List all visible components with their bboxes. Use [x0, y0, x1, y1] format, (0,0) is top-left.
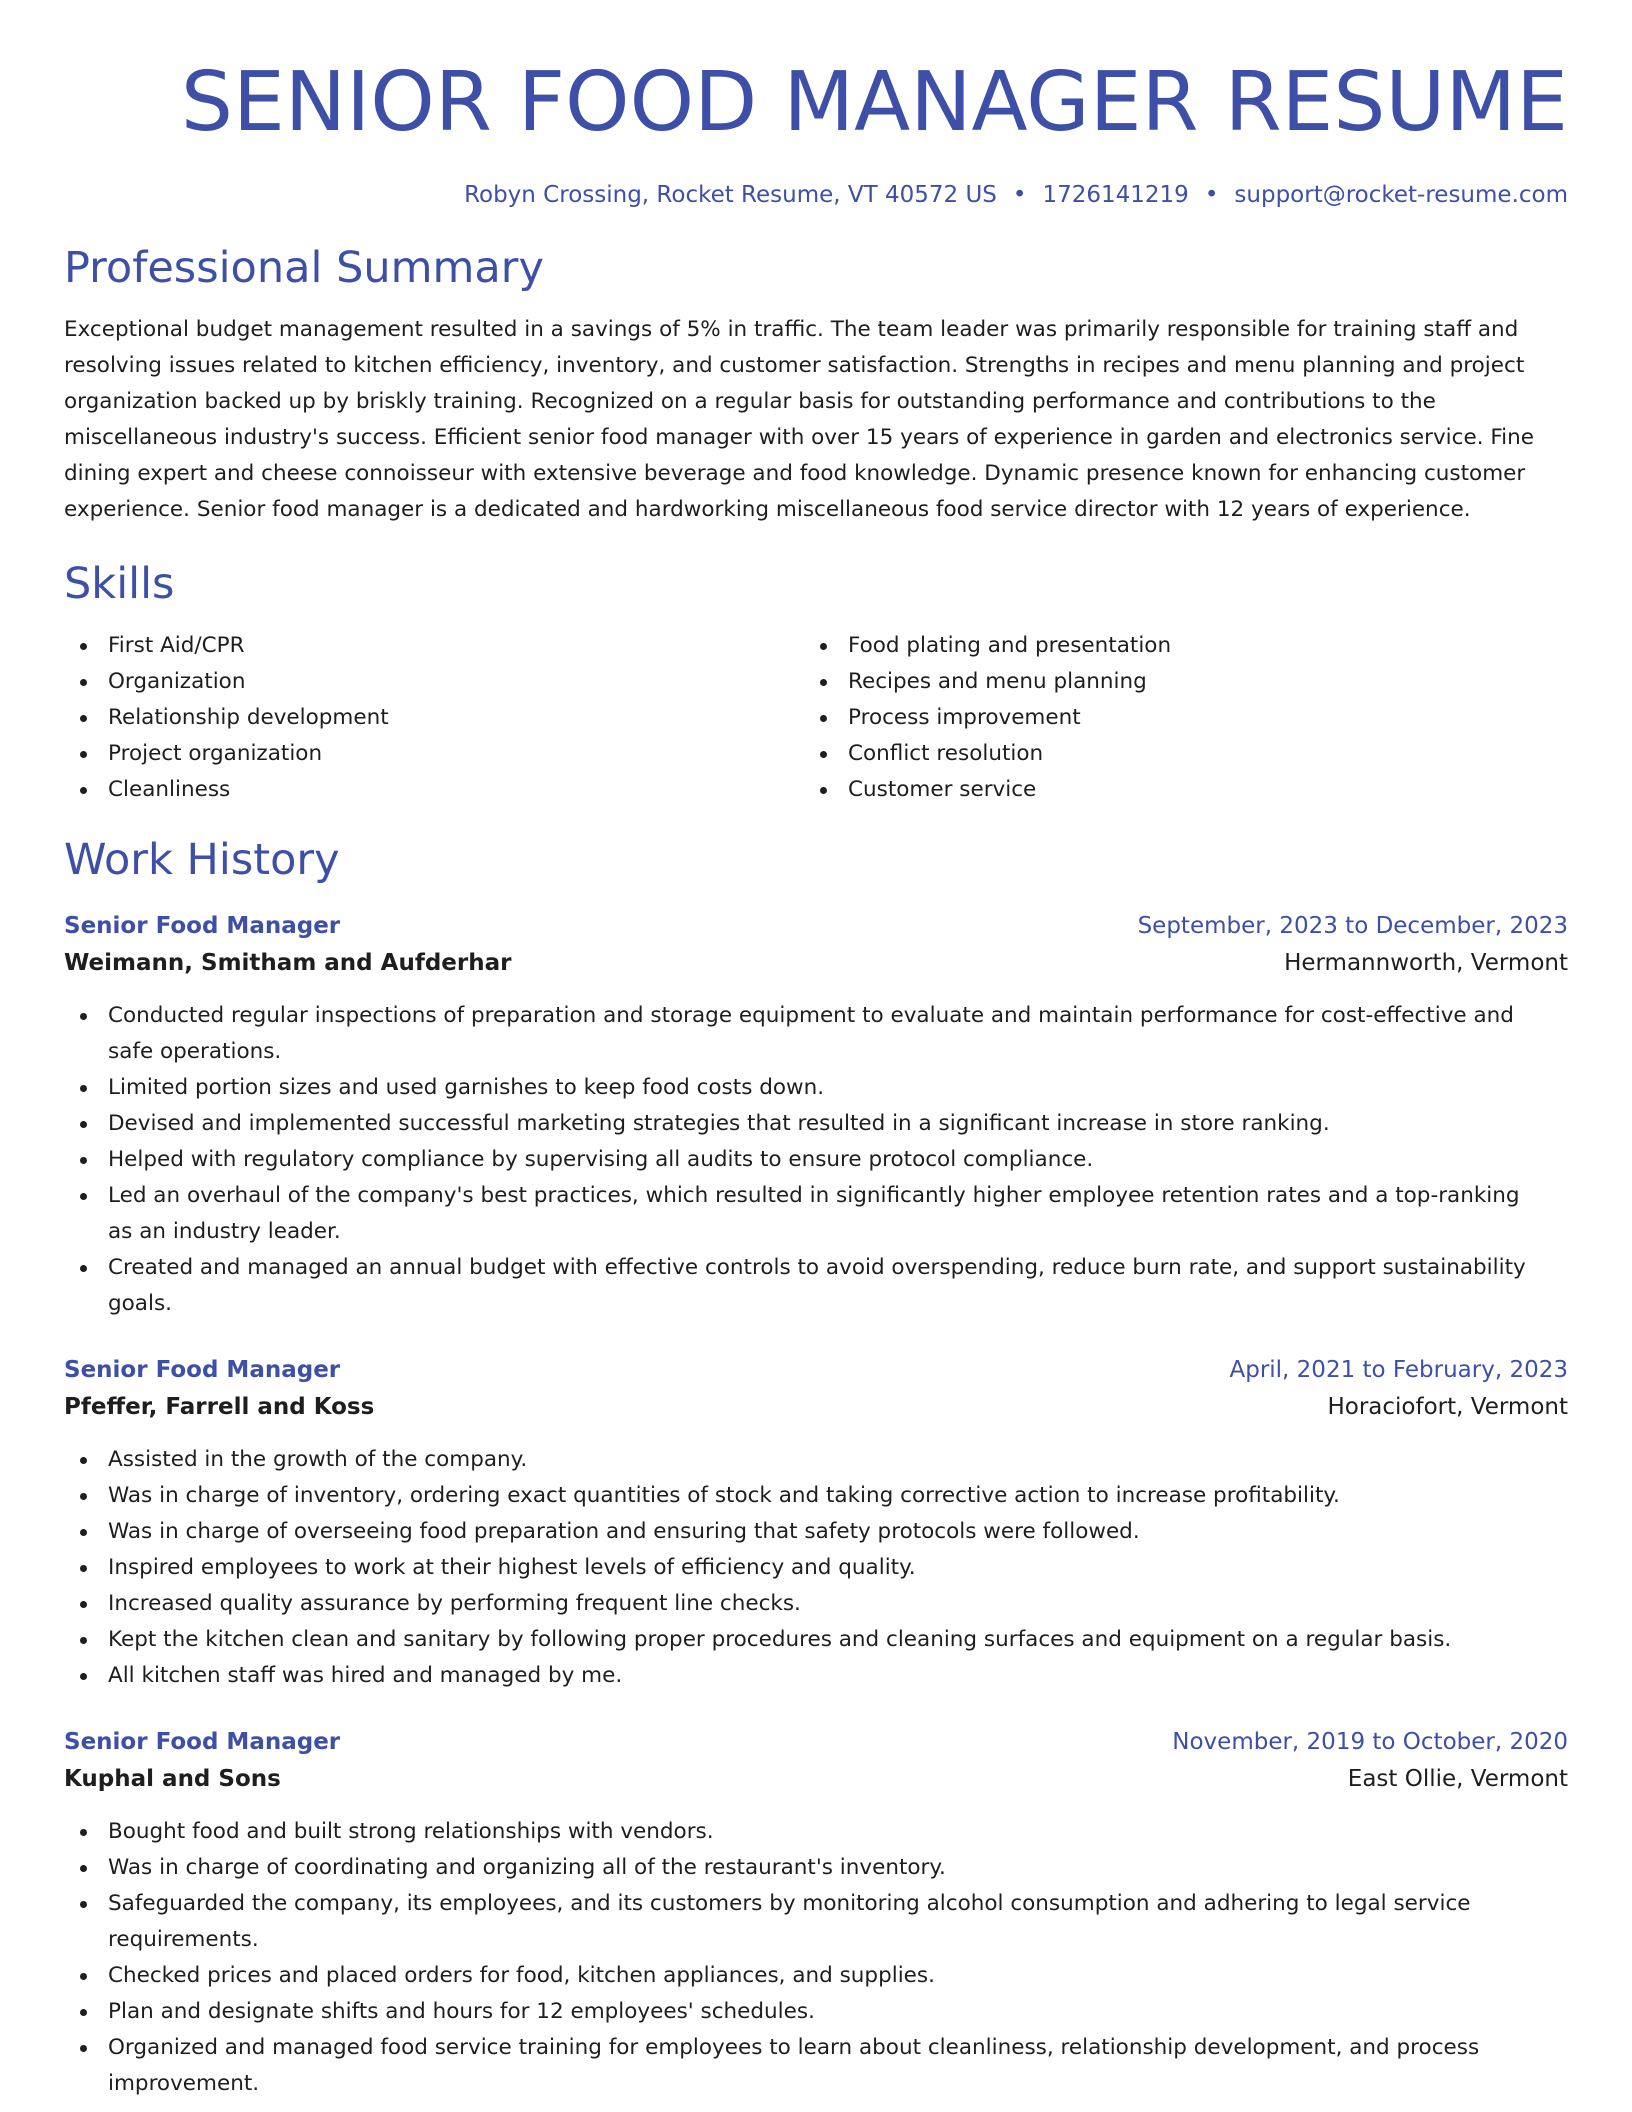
job-dates: November, 2019 to October, 2020 — [1172, 1729, 1568, 1755]
job-bullet: Kept the kitchen clean and sanitary by following proper procedures and cleaning surfaces and equipment on a regular basis. — [64, 1622, 1568, 1658]
job-bullet: All kitchen staff was hired and managed by me. — [64, 1658, 1568, 1694]
work-history-heading: Work History — [64, 835, 340, 885]
job-bullet: Was in charge of overseeing food preparation and ensuring that safety protocols were followed. — [64, 1514, 1568, 1550]
job-bullet: Assisted in the growth of the company. — [64, 1442, 1568, 1478]
job-location: Hermannworth, Vermont — [1284, 950, 1568, 976]
skills-heading: Skills — [64, 559, 175, 609]
job-bullet: Was in charge of coordinating and organizing all of the restaurant's inventory. — [64, 1850, 1568, 1886]
skill-item: Customer service — [804, 772, 1544, 808]
contact-phone: 1726141219 — [1042, 182, 1189, 208]
job-company-row — [64, 1760, 1568, 1798]
job-location: Horaciofort, Vermont — [1327, 1394, 1568, 1420]
job-entry — [64, 1724, 1568, 2102]
job-bullet: Increased quality assurance by performing frequent line checks. — [64, 1586, 1568, 1622]
job-title: Senior Food Manager — [64, 913, 341, 939]
job-header-row — [64, 1724, 1568, 1760]
job-dates: April, 2021 to February, 2023 — [1229, 1357, 1568, 1383]
summary-text: Exceptional budget management resulted in a savings of 5% in traffic. The team leader was primarily responsible for training staff and resolving issues related to kitchen efficiency, inventory, and customer satisfaction. Strengths in recipes and menu planning and project organization backed up by briskly training. Recognized on a regular basis for outstanding performance and contributions to the miscellaneous industry's success. Efficient senior food manager with over 15 years of experience in garden and electronics service. Fine dining expert and cheese connoisseur with extensive beverage and food knowledge. Dynamic presence known for enhancing customer experience. Senior food manager is a dedicated and hardworking miscellaneous food service director with 12 years of experience. — [64, 317, 1534, 522]
job-bullet: Led an overhaul of the company's best practices, which resulted in significantly higher employee retention rates and a top-ranking as an industry leader. — [64, 1178, 1568, 1250]
skill-item: Conflict resolution — [804, 736, 1544, 772]
job-entry — [64, 908, 1568, 1322]
job-bullet: Was in charge of inventory, ordering exact quantities of stock and taking corrective action to increase profitability. — [64, 1478, 1568, 1514]
contact-line — [64, 180, 1568, 210]
job-bullet: Devised and implemented successful marketing strategies that resulted in a significant increase in store ranking. — [64, 1106, 1568, 1142]
skill-item: Recipes and menu planning — [804, 664, 1544, 700]
job-location: East Ollie, Vermont — [1347, 1766, 1568, 1792]
contact-separator: • — [1204, 182, 1219, 208]
job-company-row — [64, 1388, 1568, 1426]
job-dates: September, 2023 to December, 2023 — [1137, 913, 1568, 939]
skills-list — [64, 628, 1568, 808]
job-bullet: Plan and designate shifts and hours for 12 employees' schedules. — [64, 1994, 1568, 2030]
job-bullets — [64, 998, 1568, 1322]
job-bullet: Conducted regular inspections of preparation and storage equipment to evaluate and maintain performance for cost-effective and safe operations. — [64, 998, 1568, 1070]
job-bullet: Safeguarded the company, its employees, and its customers by monitoring alcohol consumption and adhering to legal service requirements. — [64, 1886, 1568, 1958]
skill-item: First Aid/CPR — [64, 628, 804, 664]
summary-heading: Professional Summary — [64, 243, 544, 293]
job-bullet: Checked prices and placed orders for food, kitchen appliances, and supplies. — [64, 1958, 1568, 1994]
job-bullets — [64, 1814, 1568, 2102]
skills-column-right — [804, 628, 1544, 808]
skill-item: Organization — [64, 664, 804, 700]
skill-item: Project organization — [64, 736, 804, 772]
job-company-row — [64, 944, 1568, 982]
contact-email[interactable]: support@rocket-resume.com — [1234, 182, 1568, 208]
job-bullet: Inspired employees to work at their highest levels of efficiency and quality. — [64, 1550, 1568, 1586]
contact-separator: • — [1012, 182, 1027, 208]
skills-column-left — [64, 628, 804, 808]
resume-title: SENIOR FOOD MANAGER RESUME — [180, 55, 1568, 150]
job-bullet: Helped with regulatory compliance by supervising all audits to ensure protocol compliance. — [64, 1142, 1568, 1178]
job-bullet: Organized and managed food service training for employees to learn about cleanliness, relationship development, and process improvement. — [64, 2030, 1568, 2102]
job-company: Weimann, Smitham and Aufderhar — [64, 950, 512, 976]
job-entry — [64, 1352, 1568, 1694]
job-company: Pfeffer, Farrell and Koss — [64, 1394, 375, 1420]
contact-address: Robyn Crossing, Rocket Resume, VT 40572 US — [464, 182, 997, 208]
skill-item: Process improvement — [804, 700, 1544, 736]
skill-item: Food plating and presentation — [804, 628, 1544, 664]
skill-item: Cleanliness — [64, 772, 804, 808]
job-bullet: Limited portion sizes and used garnishes to keep food costs down. — [64, 1070, 1568, 1106]
job-title: Senior Food Manager — [64, 1729, 341, 1755]
job-header-row — [64, 1352, 1568, 1388]
job-header-row — [64, 908, 1568, 944]
job-bullet: Created and managed an annual budget with effective controls to avoid overspending, reduce burn rate, and support sustainability goals. — [64, 1250, 1568, 1322]
job-title: Senior Food Manager — [64, 1357, 341, 1383]
skill-item: Relationship development — [64, 700, 804, 736]
job-company: Kuphal and Sons — [64, 1766, 281, 1792]
job-bullet: Bought food and built strong relationships with vendors. — [64, 1814, 1568, 1850]
job-bullets — [64, 1442, 1568, 1694]
